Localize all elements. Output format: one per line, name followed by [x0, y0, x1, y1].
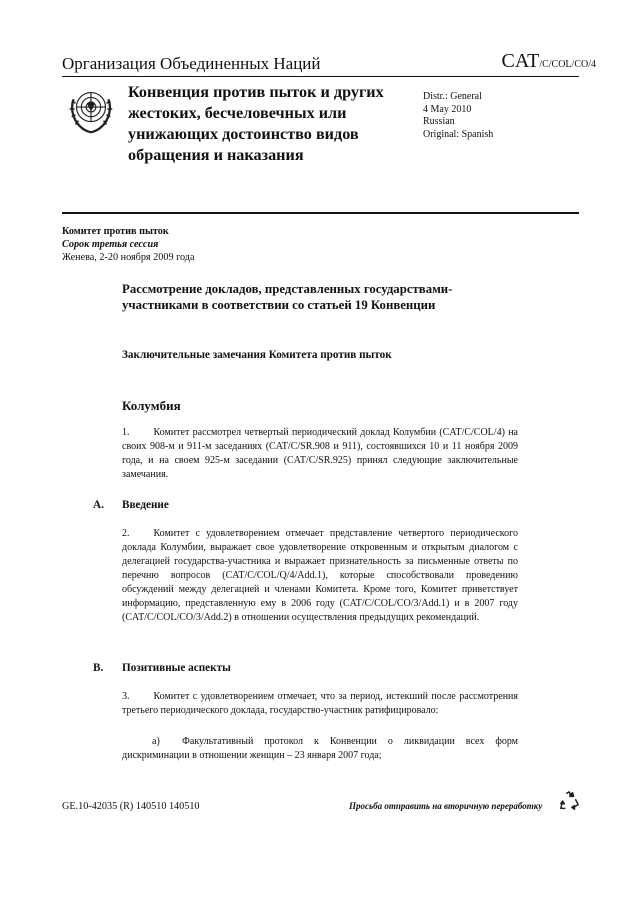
distribution-block	[423, 91, 493, 141]
section-a-title: Введение	[122, 499, 169, 511]
paragraph-3a	[122, 735, 518, 763]
committee-place-dates: Женева, 2-20 ноября 2009 года	[62, 252, 195, 263]
organization-name: Организация Объединенных Наций	[62, 54, 321, 73]
distr-original: Original: Spanish	[423, 128, 494, 140]
paragraph-1	[122, 426, 518, 482]
convention-title: Конвенция против пыток и других жестоких, бесчеловечных или унижающих достоинство видов обращения и наказания	[128, 83, 384, 164]
paragraph-text: Комитет с удовлетворением отмечает, что за период, истекший после рассмотрения третьего периодического доклада, государство-участник ратифицировало:	[122, 691, 518, 716]
paragraph-number: 3.	[122, 691, 130, 702]
paragraph-number: 1.	[122, 427, 130, 438]
section-a-letter: A.	[93, 499, 104, 511]
paragraph-number: 2.	[122, 528, 130, 539]
symbol-main: CAT	[501, 50, 540, 72]
recycle-notice: Просьба отправить на вторичную переработку	[349, 801, 543, 811]
document-title: Рассмотрение докладов, представленных государствами-участниками в соответствии со статьей 19 Конвенции	[122, 282, 453, 312]
section-b-title: Позитивные аспекты	[122, 662, 231, 674]
committee-name: Комитет против пыток	[62, 226, 169, 237]
paragraph-2	[122, 527, 518, 625]
committee-session: Сорок третья сессия	[62, 239, 159, 250]
subparagraph-text: Факультативный протокол к Конвенции о ликвидации всех форм дискриминации в отношении женщин – 23 января 2007 года;	[122, 736, 518, 761]
committee-block	[62, 225, 195, 264]
section-b-letter: B.	[93, 662, 104, 674]
symbol-suffix: /C/COL/CO/4	[539, 59, 596, 70]
distr-line: Distr.: General	[423, 91, 482, 102]
distr-date: 4 May 2010	[423, 103, 472, 115]
job-number: GE.10-42035 (R) 140510 140510	[62, 801, 200, 812]
recycle-icon	[558, 790, 580, 812]
header-rule	[62, 76, 579, 77]
document-subtitle: Заключительные замечания Комитета против пыток	[122, 349, 392, 361]
paragraph-text: Комитет с удовлетворением отмечает представление четвертого периодического доклада Колумбии, выражает свое удовлетворение откровенным и открытым диалогом с делегацией государства-участника и выражает признательность за письменные ответы по перечню вопросов (CAT/C/COL/Q/4/Add.1), которые способствовали проведению обсуждений между делегацией и членами Комитета. Кроме того, Комитет приветствует информацию, представленную ему в 2006 году (CAT/C/COL/CO/3/Add.1) и в 2007 году (CAT/C/COL/CO/3/Add.2) в отношении осуществления предыдущих рекомендаций.	[122, 528, 518, 623]
document-symbol	[502, 50, 596, 73]
subparagraph-label: a)	[152, 736, 160, 747]
paragraph-text: Комитет рассмотрел четвертый периодический доклад Колумбии (CAT/C/COL/4) на своих 908-м и 911-м заседаниях (CAT/C/SR.908 и 911), состоявшихся 10 и 11 ноября 2009 года, и на своем 925-м заседании (CAT/C/SR.925) принял следующие заключительные замечания.	[122, 427, 518, 480]
un-emblem-icon	[62, 80, 120, 138]
country-heading: Колумбия	[122, 398, 181, 413]
distr-language: Russian	[423, 116, 455, 127]
title-rule	[62, 212, 579, 214]
paragraph-3	[122, 690, 518, 718]
